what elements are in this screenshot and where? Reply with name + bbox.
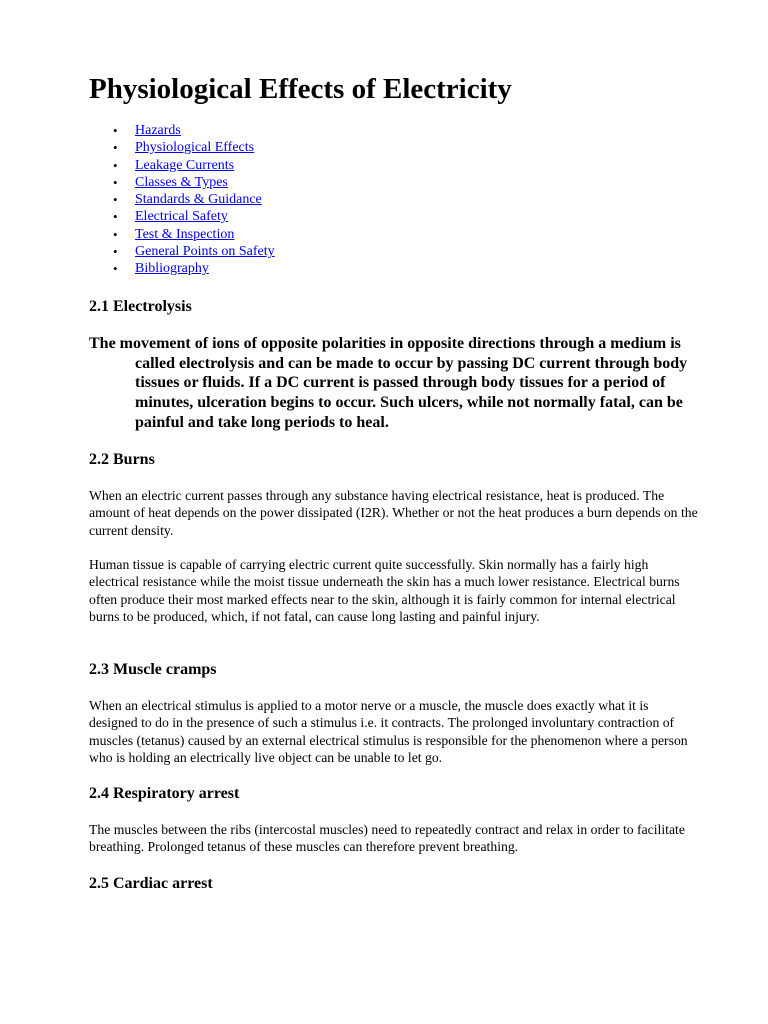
electrolysis-paragraph: The movement of ions of opposite polarities in opposite directions through a medium is called electrolysis and can be made to occur by passing DC current through body tissues or fluids. If a DC current is passed through body tissues for a period of minutes, ulceration begins to occur. Such ulcers, while not normally fatal, can be painful and take long periods to heal. <box>89 335 688 431</box>
bullet-icon: • <box>113 244 118 260</box>
section-heading-cardiac-arrest: 2.5 Cardiac arrest <box>89 875 213 892</box>
bullet-icon: • <box>113 192 118 208</box>
table-of-contents <box>89 122 275 278</box>
toc-item-classes-types <box>89 174 275 191</box>
toc-item-general-points <box>89 243 275 260</box>
bullet-icon: • <box>113 261 118 277</box>
toc-link-general-points[interactable]: General Points on Safety <box>135 244 275 260</box>
toc-item-standards-guidance <box>89 191 275 208</box>
toc-item-bibliography <box>89 260 275 277</box>
toc-link-test-inspection[interactable]: Test & Inspection <box>135 226 235 242</box>
respiratory-arrest-paragraph: The muscles between the ribs (intercostal muscles) need to repeatedly contract and relax in order to facilitate breathing. Prolonged tetanus of these muscles can therefore prevent breathing. <box>89 822 685 855</box>
bullet-icon: • <box>113 226 118 242</box>
bullet-icon: • <box>113 123 118 138</box>
toc-link-bibliography[interactable]: Bibliography <box>135 261 209 277</box>
burns-paragraph-2: Human tissue is capable of carrying electric current quite successfully. Skin normally has a fairly high electrical resistance while the moist tissue underneath the skin has a much lower resistance. Electrical burns often produce their most marked effects near to the skin, although it is fairly common for internal electrical burns to be produced, which, if not fatal, can cause long lasting and painful injury. <box>89 557 680 624</box>
bullet-icon: • <box>113 140 118 156</box>
toc-link-hazards[interactable]: Hazards <box>135 123 181 138</box>
section-heading-burns: 2.2 Burns <box>89 451 155 468</box>
section-heading-electrolysis: 2.1 Electrolysis <box>89 298 192 315</box>
page-title: Physiological Effects of Electricity <box>89 73 512 105</box>
toc-link-physiological-effects[interactable]: Physiological Effects <box>135 140 255 156</box>
toc-item-hazards <box>89 122 275 139</box>
bullet-icon: • <box>113 209 118 225</box>
section-heading-muscle-cramps: 2.3 Muscle cramps <box>89 661 217 678</box>
toc-item-test-inspection <box>89 226 275 243</box>
toc-item-leakage-currents <box>89 157 275 174</box>
toc-item-physiological-effects <box>89 139 275 156</box>
toc-link-electrical-safety[interactable]: Electrical Safety <box>135 209 228 225</box>
toc-link-standards-guidance[interactable]: Standards & Guidance <box>135 192 262 208</box>
bullet-icon: • <box>113 157 118 173</box>
burns-paragraph-1: When an electric current passes through any substance having electrical resistance, heat is produced. The amount of heat depends on the power dissipated (I2R). Whether or not the heat produces a burn depends on the current density. <box>89 488 698 538</box>
toc-link-classes-types[interactable]: Classes & Types <box>135 174 228 190</box>
muscle-cramps-paragraph: When an electrical stimulus is applied to a motor nerve or a muscle, the muscle does exactly what it is designed to do in the presence of such a stimulus i.e. it contracts. The prolonged involuntary contraction of muscles (tetanus) caused by an external electrical stimulus is responsible for the phenomenon where a person who is holding an electrically live object can be unable to let go. <box>89 698 688 765</box>
bullet-icon: • <box>113 174 118 190</box>
toc-link-leakage-currents[interactable]: Leakage Currents <box>135 157 235 173</box>
section-heading-respiratory-arrest: 2.4 Respiratory arrest <box>89 785 240 802</box>
toc-item-electrical-safety <box>89 208 275 225</box>
